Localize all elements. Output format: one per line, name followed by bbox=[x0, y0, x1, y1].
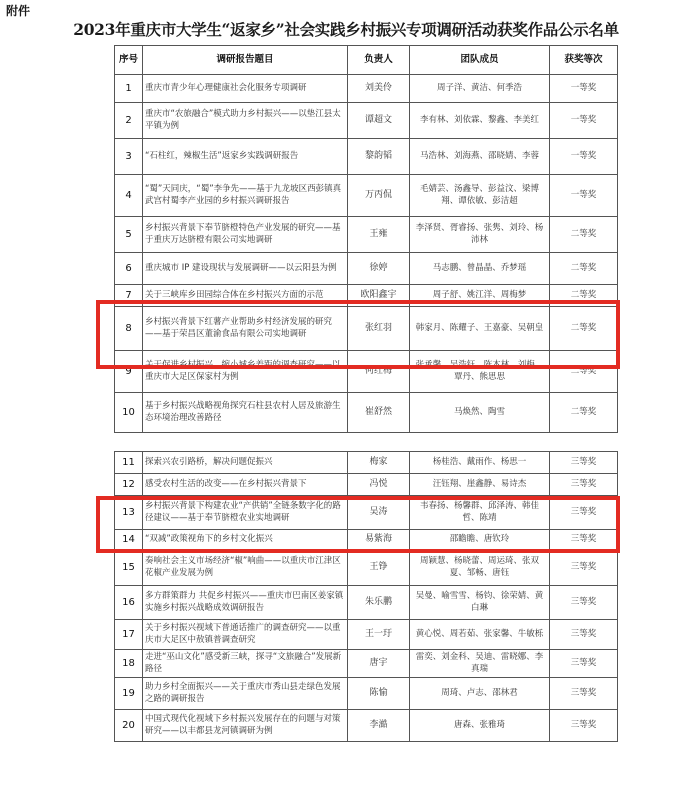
row-leader: 万丙侃 bbox=[348, 175, 410, 217]
row-award: 三等奖 bbox=[550, 474, 618, 496]
row-leader: 梅家 bbox=[348, 452, 410, 474]
row-award: 二等奖 bbox=[550, 285, 618, 307]
row-topic: 重庆市“农旅融合”模式助力乡村振兴——以垫江县太平镇为例 bbox=[143, 103, 348, 139]
table-row bbox=[115, 496, 618, 530]
row-number: 7 bbox=[115, 285, 143, 307]
row-members: 汪钰翔、崖鑫静、易诗杰 bbox=[410, 474, 550, 496]
row-number: 16 bbox=[115, 586, 143, 620]
row-topic: 关于三峡库乡田园综合体在乡村振兴方面的示范 bbox=[143, 285, 348, 307]
row-leader: 黎韵韬 bbox=[348, 139, 410, 175]
row-topic: 关于乡村振兴视域下普通话推广的调查研究——以重庆市大足区中敖镇普调查研究 bbox=[143, 620, 348, 650]
row-number: 4 bbox=[115, 175, 143, 217]
table-row bbox=[115, 530, 618, 550]
table-row bbox=[115, 103, 618, 139]
row-members: 李有林、刘依霖、黎鑫、李美红 bbox=[410, 103, 550, 139]
row-award: 三等奖 bbox=[550, 530, 618, 550]
row-topic: 关于促进乡村振兴，缩小城乡差距的调查研究——以重庆市大足区保家村为例 bbox=[143, 351, 348, 393]
table-row bbox=[115, 474, 618, 496]
row-topic: 乡村振兴背景下红薯产业帮助乡村经济发展的研究——基于荣昌区董渝食品有限公司实地调研 bbox=[143, 307, 348, 351]
row-leader: 陈愉 bbox=[348, 678, 410, 710]
row-members: 唐森、张雅琦 bbox=[410, 710, 550, 742]
row-topic: 多方群策群力 共促乡村振兴——重庆市巴南区姜家镇实施乡村振兴战略成效调研报告 bbox=[143, 586, 348, 620]
row-number: 9 bbox=[115, 351, 143, 393]
row-award: 二等奖 bbox=[550, 217, 618, 253]
header-award: 获奖等次 bbox=[550, 46, 618, 75]
document-title: 2023年重庆市大学生“返家乡”社会实践乡村振兴专项调研活动获奖作品公示名单 bbox=[73, 20, 619, 39]
row-number: 15 bbox=[115, 550, 143, 586]
table-row bbox=[115, 452, 618, 474]
header-no: 序号 bbox=[115, 46, 143, 75]
row-leader: 易紫海 bbox=[348, 530, 410, 550]
row-members: 马焕然、陶雪 bbox=[410, 393, 550, 433]
row-number: 18 bbox=[115, 650, 143, 678]
row-members: 张承馨、吴浩钰、陈本林、刘梅、覃丹、熊思思 bbox=[410, 351, 550, 393]
row-number: 17 bbox=[115, 620, 143, 650]
row-members: 周子舒、姚江洋、周梅梦 bbox=[410, 285, 550, 307]
row-members: 马志鹏、曾晶晶、乔梦瑶 bbox=[410, 253, 550, 285]
row-leader: 刘美伶 bbox=[348, 75, 410, 103]
row-leader: 冯悦 bbox=[348, 474, 410, 496]
row-award: 三等奖 bbox=[550, 452, 618, 474]
row-number: 1 bbox=[115, 75, 143, 103]
row-members: 吴曼、喻雪雪、杨钧、徐荣婧、黄白琳 bbox=[410, 586, 550, 620]
row-members: 李泽贤、胥睿扬、张隽、刘玲、杨沛林 bbox=[410, 217, 550, 253]
row-number: 12 bbox=[115, 474, 143, 496]
row-members: 毛婧芸、汤鑫导、彭益汶、梁博翔、谭依敏、彭洁超 bbox=[410, 175, 550, 217]
row-topic: 奏响社会主义市场经济“椒”响曲——以重庆市江津区花椒产业发展为例 bbox=[143, 550, 348, 586]
table-row bbox=[115, 75, 618, 103]
row-topic: “蜀”天同庆，“蜀”李争先——基于九龙坡区西彭镇真武宫村蜀李产业园的乡村振兴调研报告 bbox=[143, 175, 348, 217]
row-number: 11 bbox=[115, 452, 143, 474]
row-number: 14 bbox=[115, 530, 143, 550]
table-row bbox=[115, 351, 618, 393]
table-row bbox=[115, 550, 618, 586]
row-topic: 重庆市青少年心理健康社会化服务专项调研 bbox=[143, 75, 348, 103]
table-row bbox=[115, 307, 618, 351]
row-award: 二等奖 bbox=[550, 253, 618, 285]
row-leader: 王雍 bbox=[348, 217, 410, 253]
row-award: 一等奖 bbox=[550, 139, 618, 175]
row-award: 三等奖 bbox=[550, 620, 618, 650]
row-award: 二等奖 bbox=[550, 393, 618, 433]
row-leader: 朱乐鹏 bbox=[348, 586, 410, 620]
table-row bbox=[115, 253, 618, 285]
row-topic: 助力乡村全面振兴——关于重庆市秀山县走绿色发展之路的调研报告 bbox=[143, 678, 348, 710]
table-header-row bbox=[115, 46, 618, 75]
row-award: 三等奖 bbox=[550, 678, 618, 710]
table-row bbox=[115, 620, 618, 650]
row-topic: “石柱红，辣椒生活”返家乡实践调研报告 bbox=[143, 139, 348, 175]
row-topic: 基于乡村振兴战略视角探究石柱县农村人居及旅游生态环境治理改善路径 bbox=[143, 393, 348, 433]
row-award: 三等奖 bbox=[550, 550, 618, 586]
row-topic: 感受农村生活的改变——在乡村振兴背景下 bbox=[143, 474, 348, 496]
row-members: 韦春扬、杨馨群、邱泽涛、韩佳哲、陈靖 bbox=[410, 496, 550, 530]
awards-table-page-2 bbox=[114, 451, 618, 742]
row-leader: 欧阳鑫宇 bbox=[348, 285, 410, 307]
table-row bbox=[115, 139, 618, 175]
row-leader: 唐宇 bbox=[348, 650, 410, 678]
row-number: 6 bbox=[115, 253, 143, 285]
row-members: 雷奕、刘金科、吴迪、雷晓娜、李真瑞 bbox=[410, 650, 550, 678]
row-members: 邵瞻瞻、唐钦玲 bbox=[410, 530, 550, 550]
row-award: 二等奖 bbox=[550, 351, 618, 393]
row-topic: 中国式现代化视域下乡村振兴发展存在的问题与对策研究——以丰都县龙河镇调研为例 bbox=[143, 710, 348, 742]
row-award: 三等奖 bbox=[550, 586, 618, 620]
row-members: 黄心悦、周若茹、张家馨、牛敏栎 bbox=[410, 620, 550, 650]
row-members: 周颖慧、杨晓蕾、周运琦、张双夏、邹畅、唐钰 bbox=[410, 550, 550, 586]
table-row bbox=[115, 678, 618, 710]
row-leader: 张红羽 bbox=[348, 307, 410, 351]
row-topic: 乡村振兴背景下奉节脐橙特色产业发展的研究——基于重庆万达脐橙有限公司实地调研 bbox=[143, 217, 348, 253]
row-award: 一等奖 bbox=[550, 175, 618, 217]
row-leader: 徐婷 bbox=[348, 253, 410, 285]
table-row bbox=[115, 285, 618, 307]
row-number: 5 bbox=[115, 217, 143, 253]
header-members: 团队成员 bbox=[410, 46, 550, 75]
row-leader: 谭超文 bbox=[348, 103, 410, 139]
row-leader: 王铮 bbox=[348, 550, 410, 586]
row-topic: “双减”政策视角下的乡村文化振兴 bbox=[143, 530, 348, 550]
row-topic: 走进“巫山文化”感受新三峡，探寻“文旅融合”发展新路径 bbox=[143, 650, 348, 678]
header-topic: 调研报告题目 bbox=[143, 46, 348, 75]
table-row bbox=[115, 650, 618, 678]
row-topic: 重庆城市 IP 建设现状与发展调研——以云阳县为例 bbox=[143, 253, 348, 285]
row-topic: 探索兴农引路桥，解决问题促振兴 bbox=[143, 452, 348, 474]
row-members: 韩家月、陈耀子、王嘉豪、吴朝皇 bbox=[410, 307, 550, 351]
table-row bbox=[115, 217, 618, 253]
row-number: 8 bbox=[115, 307, 143, 351]
row-members: 马浩林、刘海燕、邵晓婧、李蓉 bbox=[410, 139, 550, 175]
row-leader: 王一玗 bbox=[348, 620, 410, 650]
row-award: 三等奖 bbox=[550, 496, 618, 530]
row-number: 3 bbox=[115, 139, 143, 175]
table-row bbox=[115, 175, 618, 217]
row-award: 二等奖 bbox=[550, 307, 618, 351]
table-row bbox=[115, 586, 618, 620]
awards-table-page-1 bbox=[114, 45, 618, 433]
attachment-label: 附件 bbox=[6, 4, 31, 18]
row-members: 周子洋、黄洁、何季浩 bbox=[410, 75, 550, 103]
row-award: 三等奖 bbox=[550, 710, 618, 742]
header-leader: 负责人 bbox=[348, 46, 410, 75]
row-award: 一等奖 bbox=[550, 103, 618, 139]
row-leader: 李澔 bbox=[348, 710, 410, 742]
row-number: 20 bbox=[115, 710, 143, 742]
table-row bbox=[115, 393, 618, 433]
table-row bbox=[115, 710, 618, 742]
row-award: 一等奖 bbox=[550, 75, 618, 103]
row-number: 19 bbox=[115, 678, 143, 710]
row-number: 13 bbox=[115, 496, 143, 530]
row-leader: 崔舒然 bbox=[348, 393, 410, 433]
row-leader: 何红梅 bbox=[348, 351, 410, 393]
row-members: 周琦、卢志、邵林君 bbox=[410, 678, 550, 710]
row-members: 杨桂浩、戴雨作、杨思一 bbox=[410, 452, 550, 474]
row-award: 三等奖 bbox=[550, 650, 618, 678]
row-number: 2 bbox=[115, 103, 143, 139]
row-leader: 吴涛 bbox=[348, 496, 410, 530]
row-topic: 乡村振兴背景下构建农业“产供销”全链条数字化的路径建议——基于奉节脐橙农业实地调研 bbox=[143, 496, 348, 530]
row-number: 10 bbox=[115, 393, 143, 433]
